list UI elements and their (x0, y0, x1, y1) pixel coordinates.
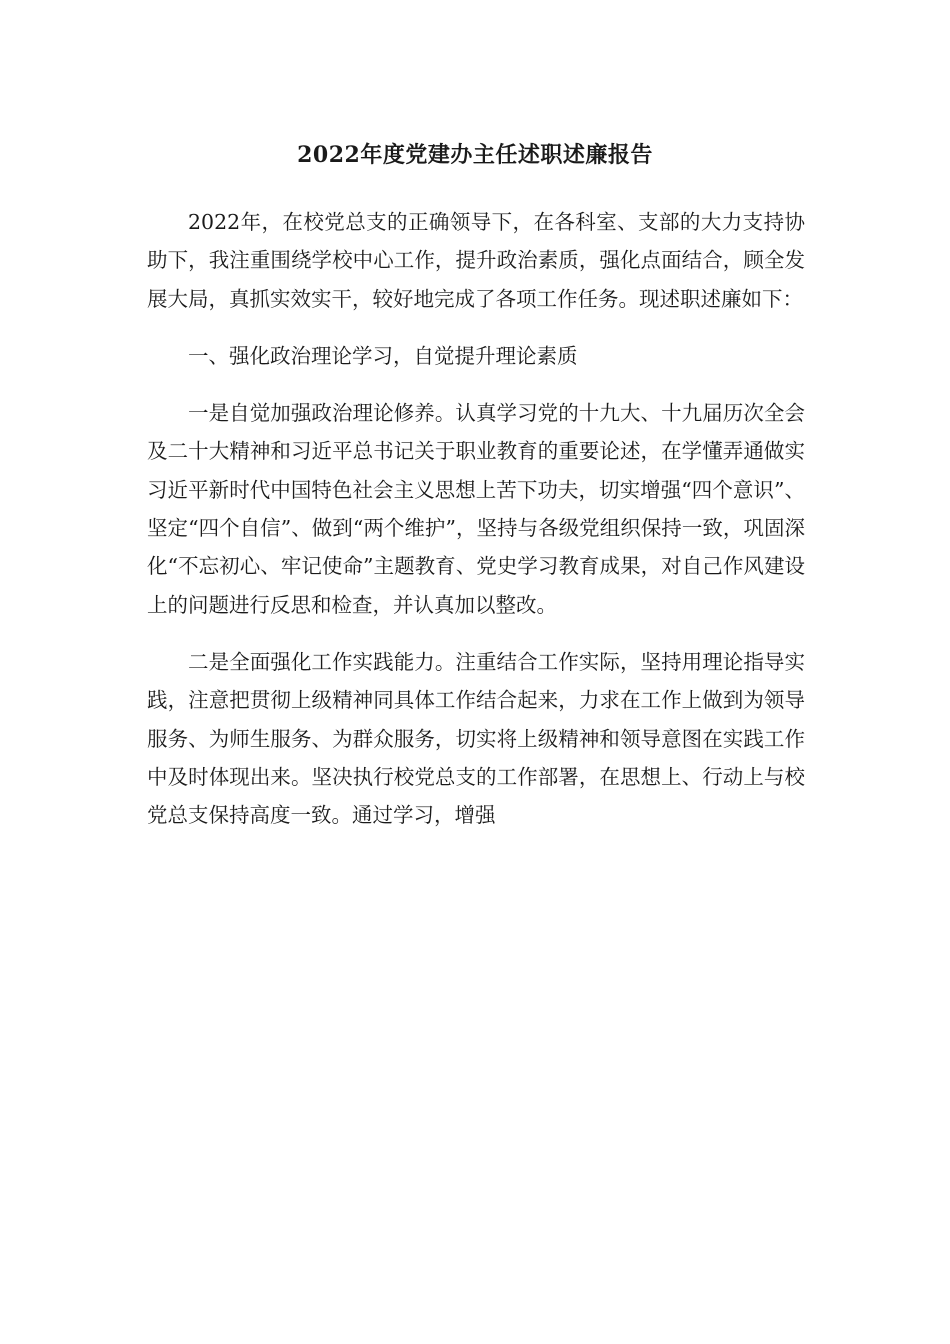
paragraph-intro: 2022年，在校党总支的正确领导下，在各科室、支部的大力支持协助下，我注重围绕学校中心工作，提升政治素质，强化点面结合，顾全发展大局，真抓实效实干，较好地完成了各项工作任务。现述职述廉如下： (147, 210, 805, 311)
paragraph-point-2: 二是全面强化工作实践能力。注重结合工作实际，坚持用理论指导实践，注意把贯彻上级精神同具体工作结合起来，力求在工作上做到为领导服务、为师生服务、为群众服务，切实将上级精神和领导意图在实践工作中及时体现出来。坚决执行校党总支的工作部署，在思想上、行动上与校党总支保持高度一致。通过学习，增强 (147, 649, 805, 828)
section-heading-1: 一、强化政治理论学习，自觉提升理论素质 (188, 343, 578, 368)
document-title: 2022年度党建办主任述职述廉报告 (297, 142, 653, 168)
document-body (147, 203, 805, 834)
paragraph-point-1: 一是自觉加强政治理论修养。认真学习党的十九大、十九届历次全会及二十大精神和习近平总书记关于职业教育的重要论述，在学懂弄通做实习近平新时代中国特色社会主义思想上苦下功夫，切实增强“四个意识”、坚定“四个自信”、做到“两个维护”，坚持与各级党组织保持一致，巩固深化“不忘初心、牢记使命”主题教育、党史学习教育成果，对自己作风建设上的问题进行反思和检查，并认真加以整改。 (147, 401, 805, 617)
